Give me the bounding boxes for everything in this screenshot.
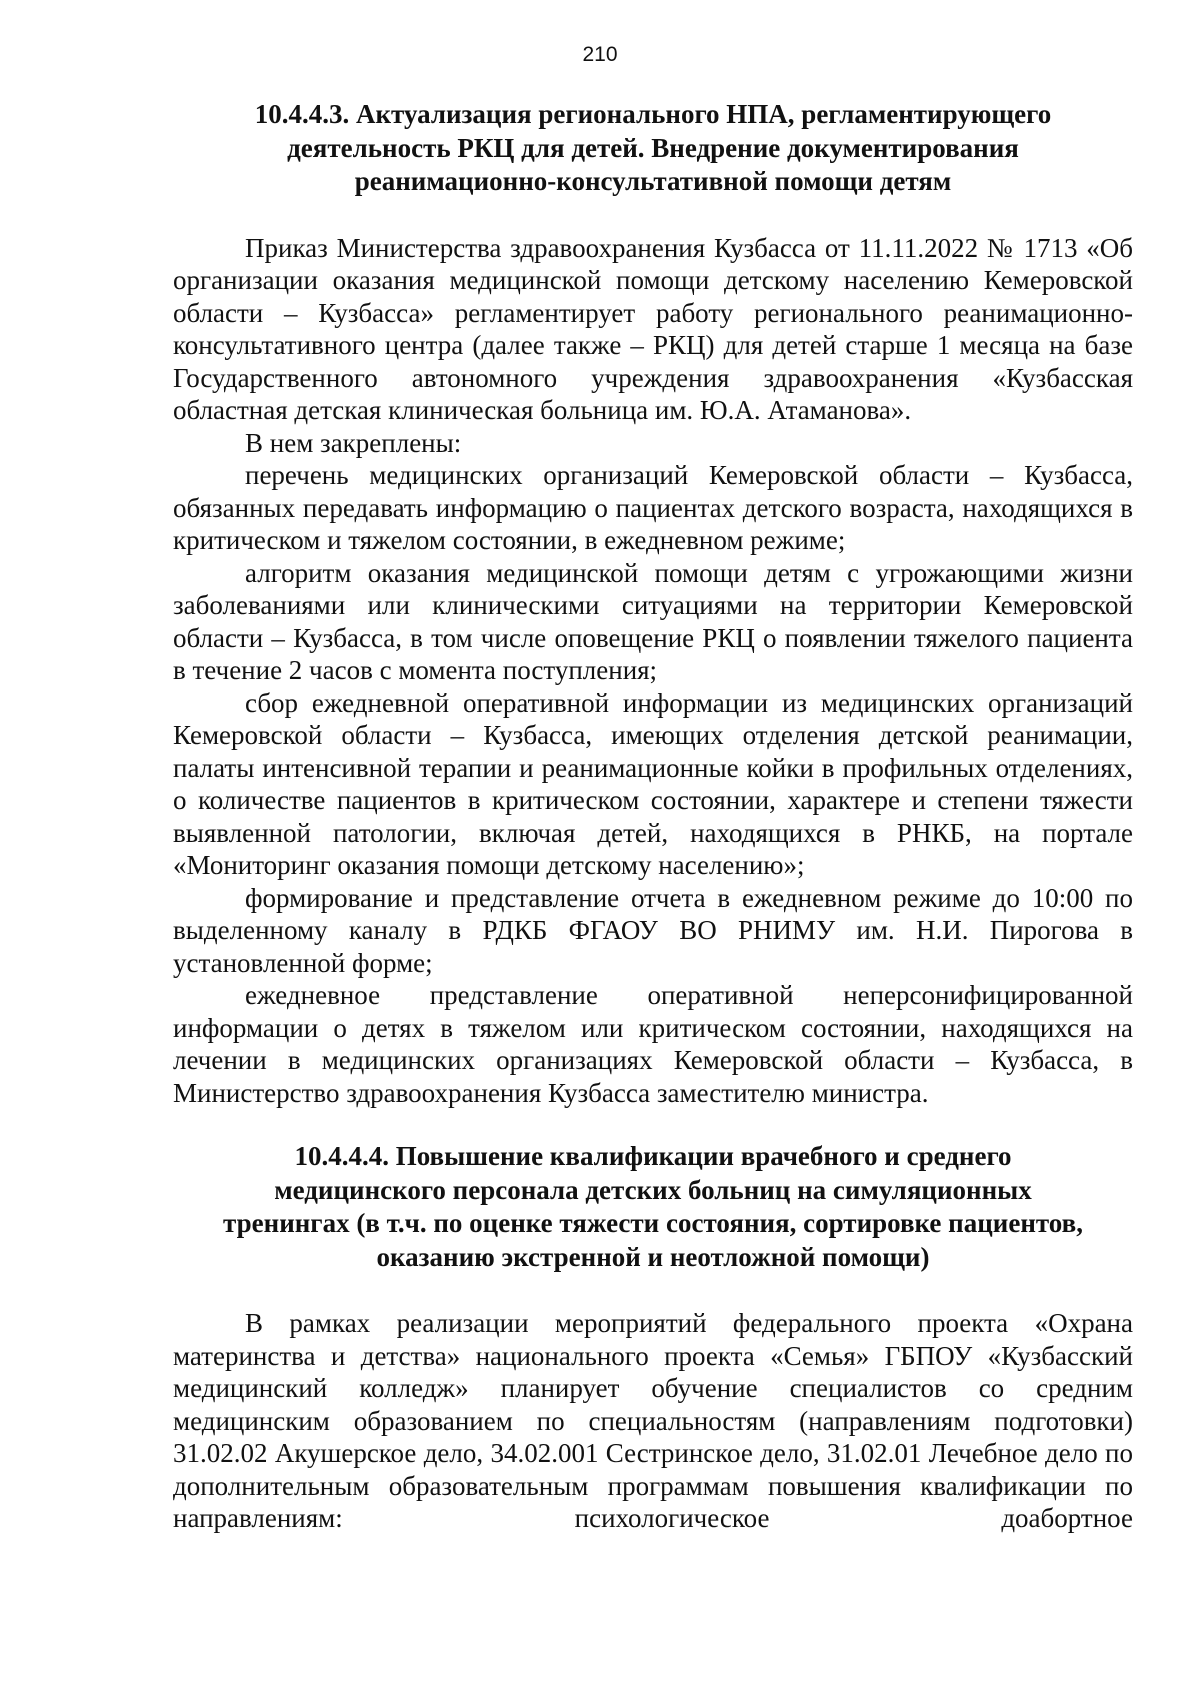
heading-line: реанимационно-консультативной помощи детям <box>354 166 952 196</box>
heading-line: медицинского персонала детских больниц на симуляционных <box>274 1174 1032 1205</box>
heading-line: оказанию экстренной и неотложной помощи) <box>376 1241 930 1272</box>
heading-line: деятельность РКЦ для детей. Внедрение документирования <box>287 132 1019 163</box>
paragraph-care-algorithm: алгоритм оказания медицинской помощи детям с угрожающими жизни заболеваниями или клиническими ситуациями на территории Кемеровской области – Кузбасса, в том числе оповещение РКЦ о появлении тяжелого пациента в течение 2 часов с момента поступления; <box>173 557 1133 685</box>
paragraph-daily-ministry-info: ежедневное представление оперативной неперсонифицированной информации о детях в тяжелом или критическом состоянии, находящихся на лечении в медицинских организациях Кемеровской области – Кузбасса, в Министерство здравоохранения Кузбасса заместителю министра. <box>173 980 1133 1108</box>
heading-line: 10.4.4.3. Актуализация регионального НПА, регламентирующего <box>254 99 1052 129</box>
spacer <box>173 1274 1133 1307</box>
section-heading-10-4-4-4 <box>173 1140 1133 1274</box>
paragraph-order-description: Приказ Министерства здравоохранения Кузбасса от 11.11.2022 № 1713 «Об организации оказания медицинской помощи детскому населению Кемеровской области – Кузбасса» регламентирует работу регионального реанимационно-консультативного центра (далее также – РКЦ) для детей старше 1 месяца на базе Государственного автономного учреждения здравоохранения «Кузбасская областная детская клиническая больница им. Ю.А. Атаманова». <box>173 232 1133 425</box>
paragraph-daily-report: формирование и представление отчета в ежедневном режиме до 10:00 по выделенному каналу в РДКБ ФГАОУ ВО РНИМУ им. Н.И. Пирогова в установленной форме; <box>173 882 1133 978</box>
paragraph-training-program: В рамках реализации мероприятий федерального проекта «Охрана материнства и детства» национального проекта «Семья» ГБПОУ «Кузбасский медицинский колледж» планирует обучение специалистов со средним медицинским образованием по специальностям (направлениям подготовки) 31.02.02 Акушерское дело, 34.02.001 Сестринское дело, 31.02.01 Лечебное дело по дополнительным образовательным программам повышения квалификации по направлениям: психологическое доабортное <box>173 1308 1133 1533</box>
paragraph-daily-info-collection: сбор ежедневной оперативной информации из медицинских организаций Кемеровской области – Кузбасса, имеющих отделения детской реанимации, палаты интенсивной терапии и реанимационные койки в профильных отделениях, о количестве пациентов в критическом состоянии, характере и степени тяжести выявленной патологии, включая детей, находящихся в РНКБ, на портале «Мониторинг оказания помощи детскому населению»; <box>173 687 1133 880</box>
section-heading-10-4-4-3 <box>173 98 1133 199</box>
spacer <box>173 199 1133 232</box>
paragraph-fixed-intro: В нем закреплены: <box>245 427 462 458</box>
spacer <box>173 1109 1133 1140</box>
heading-line: тренингах (в т.ч. по оценке тяжести состояния, сортировке пациентов, <box>223 1208 1083 1238</box>
page-number: 210 <box>582 43 618 66</box>
page-content <box>173 98 1133 1535</box>
paragraph-organizations-list: перечень медицинских организаций Кемеровской области – Кузбасса, обязанных передавать информацию о пациентах детского возраста, находящихся в критическом и тяжелом состоянии, в ежедневном режиме; <box>173 460 1133 555</box>
heading-line: 10.4.4.4. Повышение квалификации врачебного и среднего <box>294 1141 1012 1171</box>
